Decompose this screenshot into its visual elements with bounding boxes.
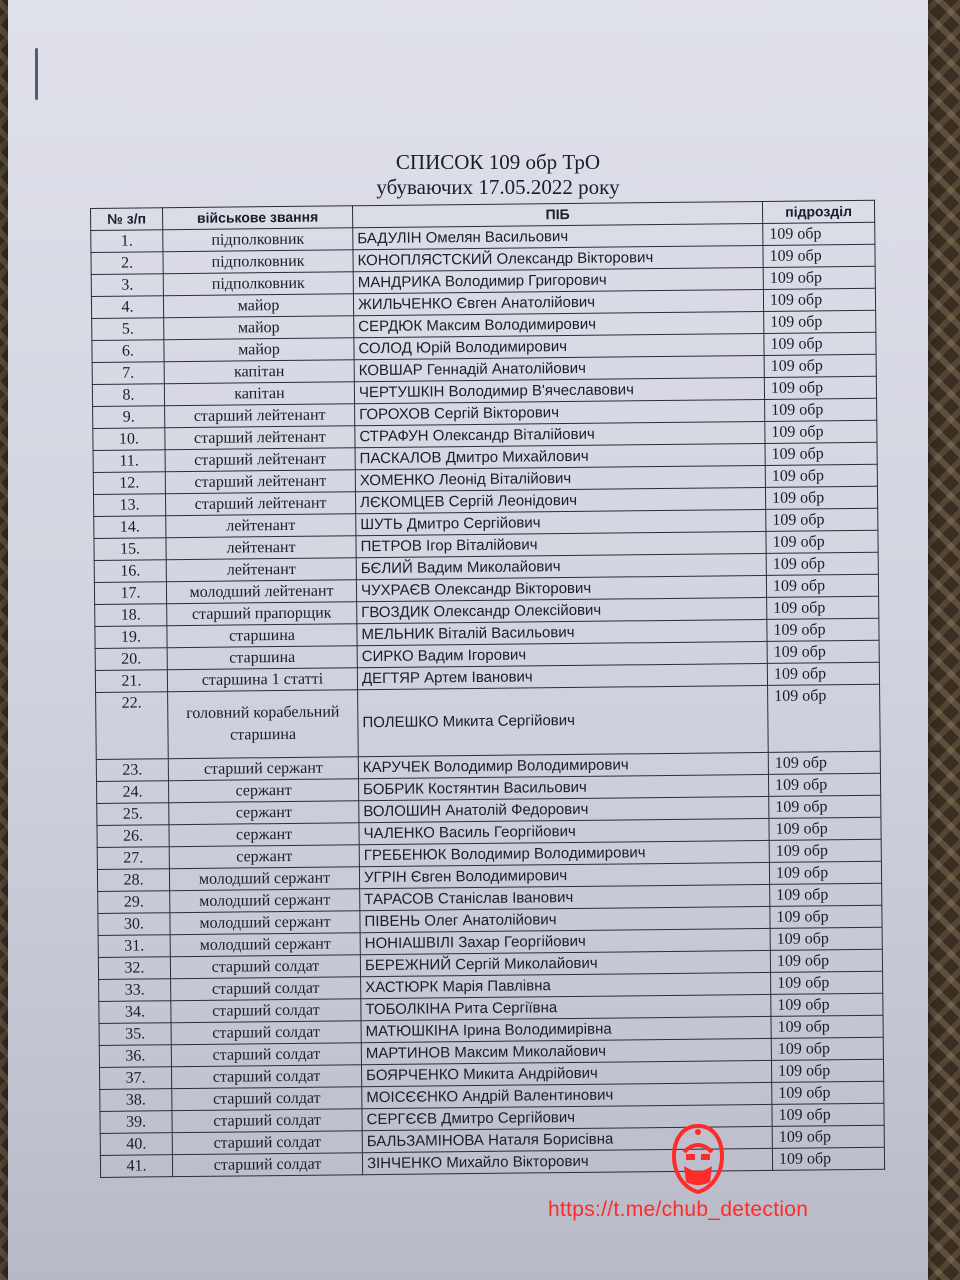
- row-full-name: БЕРЕЖНИЙ Сергій Миколайович: [360, 950, 770, 976]
- row-unit: 109 обр: [766, 530, 878, 553]
- row-full-name: ПАСКАЛОВ Дмитро Михайлович: [355, 443, 765, 469]
- row-number: 23.: [96, 759, 168, 782]
- row-unit: 109 обр: [764, 354, 876, 377]
- header-unit: підрозділ: [762, 200, 874, 223]
- row-unit: 109 обр: [769, 817, 881, 840]
- row-number: 35.: [99, 1023, 171, 1046]
- row-rank: старший сержант: [168, 757, 358, 781]
- row-rank: лейтенант: [166, 536, 356, 560]
- row-number: 27.: [97, 847, 169, 870]
- row-full-name: ЗІНЧЕНКО Михайло Вікторович: [362, 1148, 772, 1174]
- row-number: 25.: [97, 803, 169, 826]
- row-unit: 109 обр: [763, 288, 875, 311]
- title-line-1: СПИСОК 109 обр ТрО: [395, 150, 601, 174]
- row-unit: 109 обр: [772, 1125, 884, 1148]
- row-rank: молодший сержант: [170, 933, 360, 957]
- row-rank: старший солдат: [172, 1131, 362, 1155]
- row-number: 26.: [97, 825, 169, 848]
- row-rank: капітан: [164, 382, 354, 406]
- row-number: 37.: [100, 1067, 172, 1090]
- row-full-name: ЧАЛЕНКО Василь Георгійович: [359, 818, 769, 844]
- row-number: 14.: [94, 516, 166, 539]
- row-unit: 109 обр: [763, 244, 875, 267]
- row-full-name: МЕЛЬНИК Віталій Васильович: [357, 619, 767, 645]
- row-full-name: КАРУЧЕК Володимир Володимирович: [358, 752, 768, 778]
- row-unit: 109 обр: [771, 993, 883, 1016]
- row-number: 5.: [92, 318, 164, 341]
- row-unit: 109 обр: [764, 376, 876, 399]
- row-number: 21.: [95, 670, 167, 693]
- row-number: 13.: [94, 494, 166, 517]
- row-unit: 109 обр: [767, 618, 879, 641]
- row-rank: старший солдат: [171, 1043, 361, 1067]
- row-rank: лейтенант: [166, 514, 356, 538]
- row-number: 18.: [95, 604, 167, 627]
- row-number: 9.: [93, 406, 165, 429]
- row-rank: старший лейтенант: [165, 492, 355, 516]
- row-unit: 109 обр: [767, 596, 879, 619]
- row-full-name: НОНІАШВІЛІ Захар Георгійович: [360, 928, 770, 954]
- table-row: [96, 684, 881, 759]
- row-unit: 109 обр: [772, 1103, 884, 1126]
- row-number: 16.: [94, 560, 166, 583]
- row-rank: капітан: [164, 360, 354, 384]
- row-number: 30.: [98, 913, 170, 936]
- row-rank: старшина: [167, 624, 357, 648]
- row-rank: старший солдат: [171, 999, 361, 1023]
- row-full-name: ЧУХРАЄВ Олександр Вікторович: [356, 575, 766, 601]
- row-full-name: ШУТЬ Дмитро Сергійович: [356, 509, 766, 535]
- row-rank: майор: [164, 316, 354, 340]
- row-number: 22.: [96, 692, 169, 760]
- row-rank: підполковник: [163, 228, 353, 252]
- header-name: ПІБ: [352, 201, 762, 227]
- row-number: 17.: [94, 582, 166, 605]
- row-unit: 109 обр: [771, 1059, 883, 1082]
- row-rank: сержант: [169, 801, 359, 825]
- document-page: [8, 0, 928, 1280]
- row-full-name: ГОРОХОВ Сергій Вікторович: [355, 399, 765, 425]
- row-full-name: СЕРДЮК Максим Володимирович: [354, 311, 764, 337]
- row-number: 41.: [100, 1155, 172, 1178]
- hooded-face-logo-icon: [670, 1122, 726, 1196]
- row-unit: 109 обр: [764, 310, 876, 333]
- row-unit: 109 обр: [768, 684, 881, 752]
- row-rank: сержант: [169, 823, 359, 847]
- row-full-name: ТАРАСОВ Станіслав Іванович: [360, 884, 770, 910]
- row-unit: 109 обр: [768, 773, 880, 796]
- row-number: 36.: [99, 1045, 171, 1068]
- row-number: 33.: [99, 979, 171, 1002]
- row-rank: старший солдат: [170, 955, 360, 979]
- row-unit: 109 обр: [769, 861, 881, 884]
- row-number: 24.: [97, 781, 169, 804]
- row-unit: 109 обр: [771, 971, 883, 994]
- personnel-table: [90, 200, 885, 1178]
- row-rank: старший солдат: [172, 1087, 362, 1111]
- staple: [35, 48, 38, 100]
- title-line-2: убуваючих 17.05.2022 року: [376, 175, 620, 199]
- watermark: [548, 1122, 888, 1232]
- row-full-name: СТРАФУН Олександр Віталійович: [355, 421, 765, 447]
- row-full-name: МАНДРИКА Володимир Григорович: [353, 267, 763, 293]
- row-rank: старший лейтенант: [165, 426, 355, 450]
- row-full-name: СЕРГЄЄВ Дмитро Сергійович: [362, 1104, 772, 1130]
- row-rank: старший прапорщик: [167, 602, 357, 626]
- row-rank: старший солдат: [171, 1021, 361, 1045]
- row-rank: старшина: [167, 646, 357, 670]
- row-number: 31.: [98, 935, 170, 958]
- row-number: 38.: [100, 1089, 172, 1112]
- row-unit: 109 обр: [765, 420, 877, 443]
- row-rank: сержант: [169, 779, 359, 803]
- row-full-name: БЄЛИЙ Вадим Миколайович: [356, 553, 766, 579]
- row-number: 34.: [99, 1001, 171, 1024]
- row-rank: молодший лейтенант: [166, 580, 356, 604]
- row-number: 12.: [93, 472, 165, 495]
- row-rank: майор: [163, 294, 353, 318]
- row-unit: 109 обр: [767, 662, 879, 685]
- row-rank: старший солдат: [171, 977, 361, 1001]
- row-full-name: ПОЛЕШКО Микита Сергійович: [358, 685, 769, 756]
- row-full-name: КОВШАР Геннадій Анатолійович: [354, 355, 764, 381]
- row-number: 4.: [91, 296, 163, 319]
- row-full-name: КОНОПЛЯСТСКИЙ Олександр Вікторович: [353, 245, 763, 271]
- row-unit: 109 обр: [769, 839, 881, 862]
- row-unit: 109 обр: [767, 640, 879, 663]
- row-unit: 109 обр: [766, 552, 878, 575]
- row-number: 40.: [100, 1133, 172, 1156]
- row-unit: 109 обр: [764, 332, 876, 355]
- row-rank: старший лейтенант: [165, 404, 355, 428]
- row-unit: 109 обр: [771, 1015, 883, 1038]
- row-unit: 109 обр: [770, 883, 882, 906]
- row-number: 32.: [98, 957, 170, 980]
- row-rank: старший солдат: [171, 1065, 361, 1089]
- row-full-name: УГРІН Євген Володимирович: [359, 862, 769, 888]
- row-unit: 109 обр: [763, 222, 875, 245]
- row-full-name: СИРКО Вадим Ігорович: [357, 641, 767, 667]
- row-unit: 109 обр: [766, 574, 878, 597]
- row-number: 28.: [97, 869, 169, 892]
- row-full-name: ЛЄКОМЦЕВ Сергій Леонідович: [355, 487, 765, 513]
- row-number: 11.: [93, 450, 165, 473]
- row-number: 7.: [92, 362, 164, 385]
- row-rank: старшина 1 статті: [167, 668, 357, 692]
- row-rank: лейтенант: [166, 558, 356, 582]
- row-rank: молодший сержант: [170, 911, 360, 935]
- row-rank: підполковник: [163, 272, 353, 296]
- row-unit: 109 обр: [768, 751, 880, 774]
- row-full-name: ПЕТРОВ Ігор Віталійович: [356, 531, 766, 557]
- row-full-name: БАДУЛІН Омелян Васильович: [353, 223, 763, 249]
- table-body: [91, 222, 885, 1177]
- row-full-name: ГВОЗДИК Олександр Олексійович: [357, 597, 767, 623]
- row-rank: головний корабельний старшина: [168, 690, 359, 759]
- row-unit: 109 обр: [765, 464, 877, 487]
- row-number: 20.: [95, 648, 167, 671]
- row-full-name: ВОЛОШИН Анатолій Федорович: [359, 796, 769, 822]
- row-rank: сержант: [169, 845, 359, 869]
- row-full-name: ГРЕБЕНЮК Володимир Володимирович: [359, 840, 769, 866]
- header-rank: військове звання: [163, 206, 353, 230]
- row-full-name: ПІВЕНЬ Олег Анатолійович: [360, 906, 770, 932]
- row-number: 3.: [91, 274, 163, 297]
- row-rank: старший солдат: [172, 1109, 362, 1133]
- row-full-name: МАТЮШКІНА Ірина Володимирівна: [361, 1016, 771, 1042]
- row-unit: 109 обр: [770, 927, 882, 950]
- row-unit: 109 обр: [763, 266, 875, 289]
- row-unit: 109 обр: [770, 949, 882, 972]
- row-full-name: ЧЕРТУШКІН Володимир В'ячеславович: [354, 377, 764, 403]
- row-full-name: ХАСТЮРК Марія Павлівна: [361, 972, 771, 998]
- row-full-name: ТОБОЛКІНА Рита Сергіївна: [361, 994, 771, 1020]
- row-number: 2.: [91, 252, 163, 275]
- row-full-name: ДЕГТЯР Артем Іванович: [357, 663, 767, 689]
- row-rank: молодший сержант: [170, 889, 360, 913]
- row-number: 29.: [98, 891, 170, 914]
- row-unit: 109 обр: [772, 1081, 884, 1104]
- row-unit: 109 обр: [769, 795, 881, 818]
- row-unit: 109 обр: [770, 905, 882, 928]
- row-full-name: МАРТИНОВ Максим Миколайович: [361, 1038, 771, 1064]
- row-full-name: БАЛЬЗАМІНОВА Наталя Борисівна: [362, 1126, 772, 1152]
- row-number: 10.: [93, 428, 165, 451]
- header-number: № з/п: [91, 208, 163, 231]
- row-unit: 109 обр: [765, 486, 877, 509]
- row-number: 8.: [92, 384, 164, 407]
- row-unit: 109 обр: [771, 1037, 883, 1060]
- row-number: 15.: [94, 538, 166, 561]
- row-full-name: БОБРИК Костянтин Васильович: [358, 774, 768, 800]
- row-full-name: СОЛОД Юрій Володимирович: [354, 333, 764, 359]
- row-number: 39.: [100, 1111, 172, 1134]
- row-rank: підполковник: [163, 250, 353, 274]
- row-unit: 109 обр: [772, 1147, 884, 1170]
- row-full-name: МОІСЄЄНКО Андрій Валентинович: [362, 1082, 772, 1108]
- watermark-url: https://t.me/chub_detection: [548, 1198, 809, 1221]
- document-title: [308, 150, 688, 200]
- row-full-name: ЖИЛЬЧЕНКО Євген Анатолійович: [353, 289, 763, 315]
- row-number: 1.: [91, 230, 163, 253]
- row-full-name: ХОМЕНКО Леонід Віталійович: [355, 465, 765, 491]
- row-full-name: БОЯРЧЕНКО Микита Андрійович: [361, 1060, 771, 1086]
- row-unit: 109 обр: [765, 442, 877, 465]
- row-rank: старший лейтенант: [165, 470, 355, 494]
- row-rank: старший лейтенант: [165, 448, 355, 472]
- row-rank: майор: [164, 338, 354, 362]
- row-number: 19.: [95, 626, 167, 649]
- row-rank: молодший сержант: [169, 867, 359, 891]
- row-rank: старший солдат: [172, 1153, 362, 1177]
- row-unit: 109 обр: [765, 398, 877, 421]
- row-number: 6.: [92, 340, 164, 363]
- row-unit: 109 обр: [766, 508, 878, 531]
